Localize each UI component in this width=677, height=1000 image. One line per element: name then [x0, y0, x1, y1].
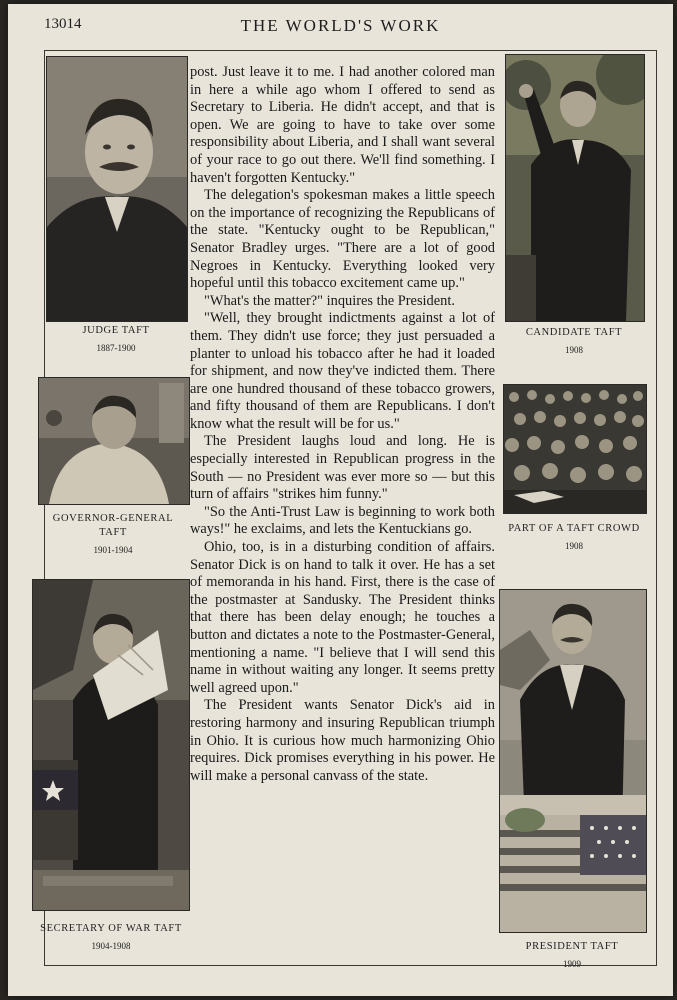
article-paragraph: "So the Anti-Trust Law is beginning to work both ways!" he exclaims, and lets the Kentuckians go. [190, 503, 495, 538]
secretary-of-war-taft-photo [32, 579, 190, 911]
caption-title: SECRETARY OF WAR TAFT [40, 923, 182, 934]
article-paragraph: The President wants Senator Dick's aid in restoring harmony and insuring Republican triumph in Ohio. It is curious how much harmonizing Ohio requires. Dick promises everything in his power. He will make a personal canvass of the state. [190, 697, 495, 784]
article-body [190, 64, 495, 785]
article-paragraph: Ohio, too, is in a disturbing condition of affairs. Senator Dick is on hand to talk it over. He has a set of memoranda in his hand. First, there is the case of the postmaster at Sandusky. The President thinks that there has been delay enough; he touches a button and dictates a note to the Postmaster-General, mentioning a name. "I believe that I will send this name in without waiting any longer. It seems pretty well agreed upon." [190, 539, 495, 696]
article-paragraph: The delegation's spokesman makes a little speech on the importance of recognizing the Republicans of the state. "Kentucky ought to be Republican," Senator Bradley urges. "There are a lot of good Negroes in Kentucky. Everything looked very hopeful until this tobacco excitement came up." [190, 187, 495, 292]
caption-dates: 1908 [565, 345, 583, 355]
caption-title: JUDGE TAFT [82, 325, 150, 336]
president-taft-photo [499, 589, 647, 933]
judge-taft-photo [46, 56, 188, 322]
caption-dates: 1887-1900 [96, 343, 136, 353]
running-header [8, 16, 673, 40]
journal-title: THE WORLD'S WORK [240, 16, 441, 35]
caption-title: CANDIDATE TAFT [525, 327, 623, 338]
caption-dates: 1909 [563, 959, 581, 969]
caption-dates: 1904-1908 [91, 941, 131, 951]
president-taft-caption [499, 940, 645, 971]
article-paragraph: post. Just leave it to me. I had another colored man in here a while ago whom I offered to send as Secretary to Liberia. He didn't accept, and that is open. We are going to have to take over some responsibility about Liberia, and I shall want several of your race to go out there. We'll find something. I haven't forgotten Kentucky." [190, 64, 495, 186]
taft-crowd-caption [503, 522, 645, 553]
judge-taft-caption [48, 324, 184, 355]
secretary-of-war-taft-caption [34, 922, 188, 953]
article-paragraph: "Well, they brought indictments against a lot of them. They didn't use force; they just persuaded a planter to unload his tobacco after he had it loaded for shipment, and now they've indicted them. There are one hundred thousand of these tobacco growers, and fifty thousand of them are Republicans. I don't know what the result will be for us." [190, 310, 495, 432]
article-paragraph: The President laughs loud and long. He is especially interested in Republican progress in the South — no President was ever more so — but this turn of affairs "strikes him funny." [190, 433, 495, 503]
governor-general-taft-caption [40, 512, 186, 557]
page-number: 13014 [44, 16, 82, 32]
taft-crowd-photo [503, 384, 647, 514]
caption-dates: 1908 [565, 541, 583, 551]
candidate-taft-caption [505, 326, 643, 357]
governor-general-taft-photo [38, 377, 190, 505]
magazine-page [8, 4, 673, 996]
caption-title: PART OF A TAFT CROWD [508, 523, 640, 534]
caption-dates: 1901-1904 [93, 545, 133, 555]
caption-title: PRESIDENT TAFT [525, 941, 619, 952]
caption-title: GOVERNOR-GENERAL TAFT [52, 513, 174, 538]
article-paragraph: "What's the matter?" inquires the President. [204, 292, 455, 309]
candidate-taft-photo [505, 54, 645, 322]
